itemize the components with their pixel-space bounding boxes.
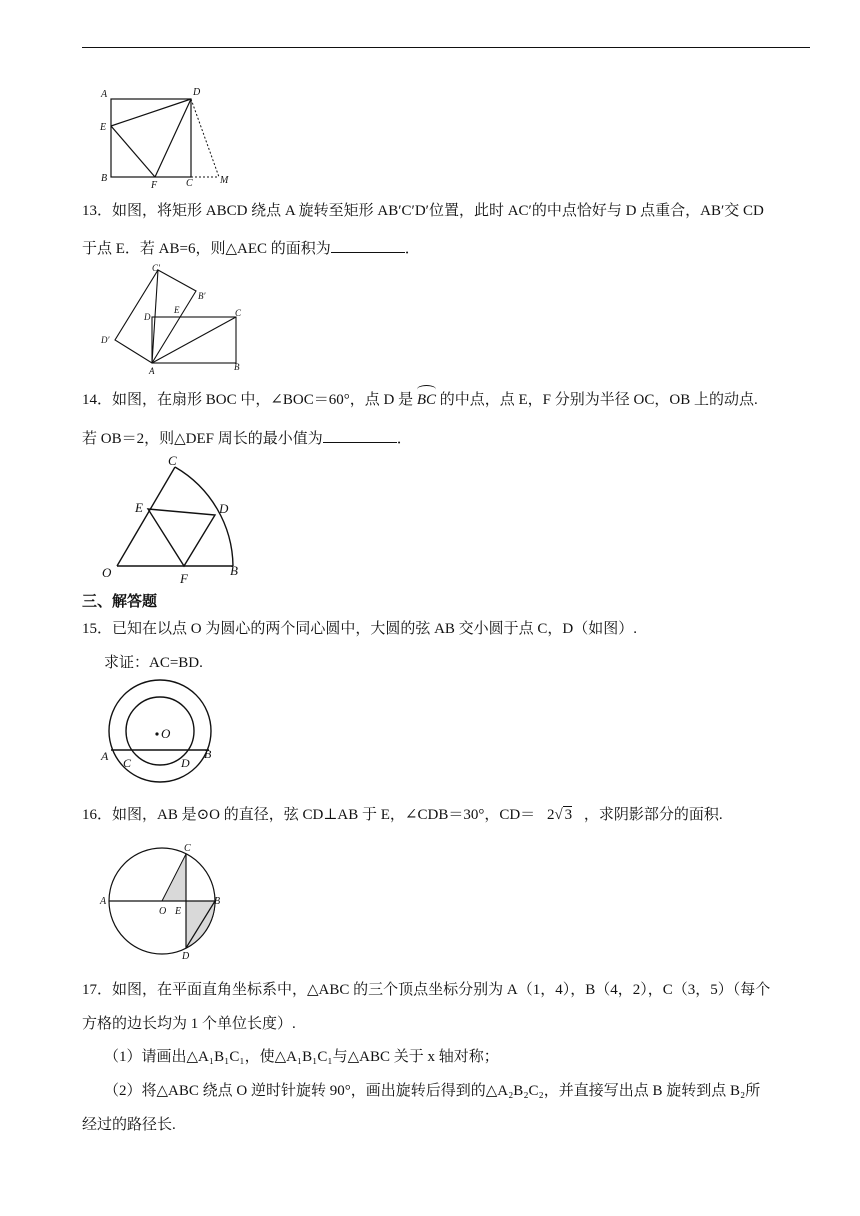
label-C: C [123, 756, 132, 770]
label-A: A [101, 749, 109, 763]
q13-line2-text: 于点 E．若 AB=6，则△AEC 的面积为 [82, 241, 331, 257]
figure-q12 [95, 85, 245, 195]
square-abcd [111, 99, 191, 177]
root-radicand: 3 [564, 807, 573, 823]
q14-line2-text: 若 OB＝2，则△DEF 周长的最小值为 [82, 431, 323, 447]
label-F: F [180, 571, 188, 586]
figure-q14 [98, 455, 258, 585]
q14-line1-text: 14．如图，在扇形 BOC 中，∠BOC＝60°，点 D 是 [82, 392, 414, 408]
label-B: B [214, 896, 221, 907]
answer-blank-q13[interactable] [331, 238, 405, 253]
label-A: A [100, 896, 107, 907]
label-C: C [184, 843, 191, 854]
label-O: O [161, 726, 171, 741]
figure-q16 [98, 840, 238, 965]
q14-line1-text-cont: 的中点，点 E，F 分别为半径 OC，OB 上的动点. [439, 392, 758, 408]
label-O: O [102, 565, 112, 580]
root-coefficient: 2 [546, 807, 555, 823]
q16-line1 [82, 805, 723, 825]
q13-period: ． [404, 241, 420, 257]
answer-blank-q14[interactable] [323, 428, 397, 443]
q17-line2: 方格的边长均为 1 个单位长度）. [82, 1016, 296, 1032]
label-E: E [100, 122, 107, 133]
label-B: B [101, 173, 108, 184]
q16-line1-text-cont: ，求阴影部分的面积. [583, 807, 723, 823]
header-rule [82, 47, 810, 48]
label-C: C [186, 178, 193, 189]
figure-q15 [98, 680, 218, 790]
label-D: D [182, 951, 190, 962]
label-B: B [234, 362, 240, 372]
q17-part1: （1）请画出△A₁B₁C₁，使△A₁B₁C₁与△ABC 关于 x 轴对称； [104, 1049, 499, 1065]
q15-line1: 15．已知在以点 O 为圆心的两个同心圆中，大圆的弦 AB 交小圆于点 C，D（如图）. [82, 621, 638, 637]
q15-line2: 求证：AC=BD. [104, 655, 203, 671]
label-E: E [135, 500, 143, 515]
label-D: D [181, 756, 190, 770]
label-E: E [175, 906, 182, 917]
q13-line2 [82, 238, 420, 259]
q14-line2 [82, 428, 412, 449]
label-D-prime: D′ [101, 335, 110, 345]
q17-line1: 17．如图，在平面直角坐标系中，△ABC 的三个顶点坐标分别为 A（1，4），B（4，2），C（3，5）（每个 [82, 982, 771, 998]
label-C-prime: C′ [152, 263, 160, 273]
label-A: A [101, 89, 108, 100]
label-C: C [168, 453, 177, 468]
q17-part3: 经过的路径长. [82, 1117, 176, 1133]
section-heading: 三、解答题 [82, 592, 158, 610]
math-2-root-3: 2√ 3 [546, 807, 573, 823]
figure-q13 [95, 262, 265, 374]
arc-BC: BC [416, 392, 437, 408]
label-D: D [144, 312, 151, 322]
inner-circle [126, 697, 194, 765]
label-B: B [204, 747, 212, 761]
label-C: C [235, 308, 242, 318]
q16-line1-text: 16．如图，AB 是⊙O 的直径，弦 CD⊥AB 于 E，∠CDB＝30°，CD＝ [82, 807, 536, 823]
label-F: F [151, 180, 158, 191]
label-B-prime: B′ [198, 291, 206, 301]
q14-line1 [82, 390, 758, 410]
label-D: D [193, 87, 201, 98]
label-O: O [159, 906, 167, 917]
label-D: D [219, 501, 229, 516]
label-E: E [174, 305, 180, 315]
label-M: M [220, 175, 229, 186]
label-A: A [149, 366, 155, 376]
q17-part2: （2）将△ABC 绕点 O 逆时针旋转 90°，画出旋转后得到的△A₂B₂C₂，并直接写出点 B 旋转到点 B₂所 [104, 1083, 761, 1099]
q13-line1: 13．如图，将矩形 ABCD 绕点 A 旋转至矩形 AB′C′D′位置，此时 AC′的中点恰好与 D 点重合，AB′交 CD [82, 203, 764, 219]
q14-period: ． [396, 431, 412, 447]
label-B: B [230, 563, 238, 578]
